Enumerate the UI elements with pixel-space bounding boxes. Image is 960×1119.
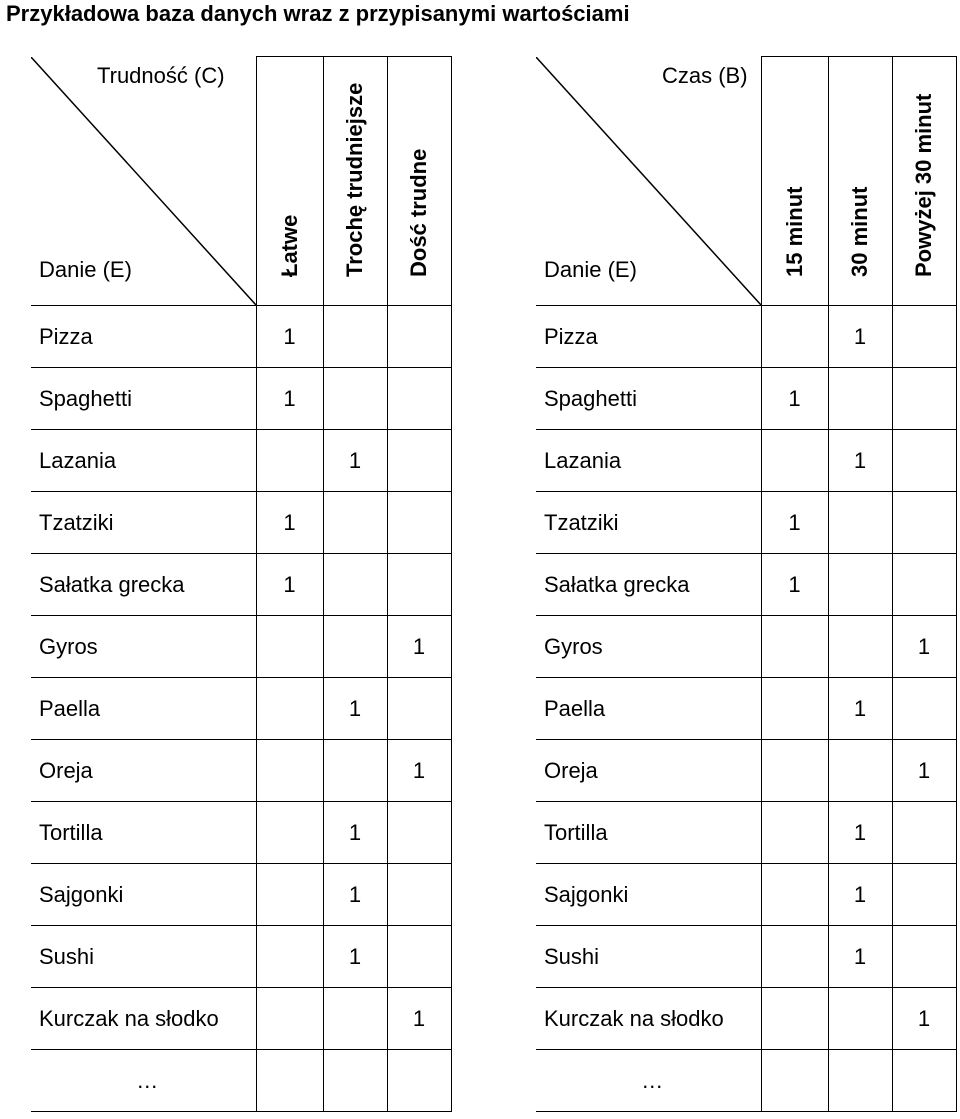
value-cell: 1 (387, 740, 451, 802)
dish-name: Tortilla (31, 802, 256, 864)
empty-cell (761, 1050, 828, 1112)
value-cell: 1 (828, 306, 892, 368)
value-cell: 1 (828, 430, 892, 492)
value-cell: 1 (828, 926, 892, 988)
empty-cell (828, 1050, 892, 1112)
dish-name: Tortilla (536, 802, 761, 864)
column-header: Łatwe (276, 214, 302, 277)
value-cell: 1 (828, 678, 892, 740)
value-cell (892, 368, 956, 430)
table-row (536, 306, 956, 368)
time-table (536, 56, 957, 1112)
value-cell: 1 (828, 802, 892, 864)
table-row (31, 430, 451, 492)
value-cell (892, 678, 956, 740)
value-cell (387, 368, 451, 430)
value-cell (828, 368, 892, 430)
table-row (31, 368, 451, 430)
value-cell (387, 554, 451, 616)
dish-name: Sajgonki (536, 864, 761, 926)
table-row (31, 864, 451, 926)
dish-name: Sałatka grecka (31, 554, 256, 616)
diagonal-header-cell (31, 57, 256, 305)
value-cell (387, 802, 451, 864)
table-row (536, 616, 956, 678)
value-cell: 1 (323, 802, 387, 864)
value-cell (761, 430, 828, 492)
dish-name: Gyros (31, 616, 256, 678)
value-cell (387, 864, 451, 926)
table-row (536, 926, 956, 988)
value-cell (761, 988, 828, 1050)
diagonal-header-cell (536, 57, 761, 305)
value-cell (761, 864, 828, 926)
value-cell: 1 (387, 616, 451, 678)
empty-cell (387, 1050, 451, 1112)
column-header: 15 minut (781, 186, 807, 277)
value-cell (387, 430, 451, 492)
value-cell: 1 (256, 492, 323, 554)
table-row (31, 554, 451, 616)
value-cell (828, 988, 892, 1050)
table-row (536, 678, 956, 740)
value-cell (828, 616, 892, 678)
table-row (536, 740, 956, 802)
value-cell (256, 740, 323, 802)
value-cell: 1 (323, 926, 387, 988)
table-body (536, 306, 956, 1112)
value-cell (892, 430, 956, 492)
ellipsis-cell: … (536, 1050, 761, 1112)
dish-name: Sałatka grecka (536, 554, 761, 616)
dish-name: Gyros (536, 616, 761, 678)
value-cell (387, 678, 451, 740)
value-cell: 1 (387, 988, 451, 1050)
dish-name: Oreja (536, 740, 761, 802)
column-header: Powyżej 30 minut (911, 93, 936, 277)
dish-name: Spaghetti (536, 368, 761, 430)
value-cell: 1 (323, 430, 387, 492)
empty-cell (323, 1050, 387, 1112)
table-row (31, 492, 451, 554)
value-cell (892, 554, 956, 616)
value-cell (323, 554, 387, 616)
value-cell (892, 802, 956, 864)
value-cell (828, 554, 892, 616)
table-row (31, 1050, 451, 1112)
value-cell (256, 988, 323, 1050)
difficulty-table (31, 56, 452, 1112)
dish-name: Kurczak na słodko (536, 988, 761, 1050)
dish-name: Pizza (31, 306, 256, 368)
value-cell (892, 864, 956, 926)
dish-name: Sajgonki (31, 864, 256, 926)
page-title: Przykładowa baza danych wraz z przypisanymi wartościami (6, 1, 630, 26)
value-cell (256, 926, 323, 988)
dish-name: Pizza (536, 306, 761, 368)
dish-name: Lazania (536, 430, 761, 492)
value-cell (761, 802, 828, 864)
value-cell: 1 (892, 740, 956, 802)
ellipsis-cell: … (31, 1050, 256, 1112)
value-cell (828, 740, 892, 802)
table-row (31, 306, 451, 368)
value-cell (828, 492, 892, 554)
dish-name: Tzatziki (536, 492, 761, 554)
value-cell (256, 616, 323, 678)
value-cell (892, 492, 956, 554)
dish-name: Sushi (31, 926, 256, 988)
table-row (536, 864, 956, 926)
column-header: 30 minut (847, 186, 872, 277)
table-row (536, 368, 956, 430)
value-cell (761, 740, 828, 802)
value-cell: 1 (256, 554, 323, 616)
column-header: Dość trudne (406, 148, 431, 277)
value-cell: 1 (761, 554, 828, 616)
table-row (536, 430, 956, 492)
value-cell (323, 988, 387, 1050)
value-cell (256, 864, 323, 926)
empty-cell (892, 1050, 956, 1112)
dish-name: Oreja (31, 740, 256, 802)
table-row (536, 554, 956, 616)
value-cell (892, 306, 956, 368)
table-row (31, 616, 451, 678)
dish-name: Paella (536, 678, 761, 740)
row-group-header: Danie (E) (39, 256, 132, 282)
value-cell: 1 (761, 368, 828, 430)
table-row (31, 678, 451, 740)
value-cell: 1 (323, 864, 387, 926)
value-cell (323, 740, 387, 802)
value-cell (761, 678, 828, 740)
dish-name: Lazania (31, 430, 256, 492)
column-group-header: Trudność (C) (97, 62, 225, 88)
value-cell: 1 (828, 864, 892, 926)
value-cell (761, 616, 828, 678)
table-row (536, 1050, 956, 1112)
table-row (536, 988, 956, 1050)
table-row (536, 492, 956, 554)
value-cell (323, 306, 387, 368)
value-cell (256, 802, 323, 864)
value-cell (256, 430, 323, 492)
value-cell (761, 926, 828, 988)
dish-name: Kurczak na słodko (31, 988, 256, 1050)
row-group-header: Danie (E) (544, 256, 637, 282)
value-cell (323, 616, 387, 678)
value-cell: 1 (256, 306, 323, 368)
table-row (31, 988, 451, 1050)
value-cell: 1 (892, 988, 956, 1050)
column-header: Trochę trudniejsze (342, 82, 367, 277)
dish-name: Tzatziki (31, 492, 256, 554)
dish-name: Paella (31, 678, 256, 740)
value-cell (387, 306, 451, 368)
empty-cell (256, 1050, 323, 1112)
table-row (536, 802, 956, 864)
value-cell: 1 (761, 492, 828, 554)
column-group-header: Czas (B) (662, 62, 748, 88)
value-cell: 1 (323, 678, 387, 740)
value-cell (323, 492, 387, 554)
value-cell (761, 306, 828, 368)
table-body (31, 306, 451, 1112)
table-row (31, 926, 451, 988)
value-cell (387, 492, 451, 554)
dish-name: Spaghetti (31, 368, 256, 430)
value-cell: 1 (892, 616, 956, 678)
value-cell (892, 926, 956, 988)
value-cell (387, 926, 451, 988)
value-cell (256, 678, 323, 740)
dish-name: Sushi (536, 926, 761, 988)
table-row (31, 802, 451, 864)
table-row (31, 740, 451, 802)
value-cell (323, 368, 387, 430)
value-cell: 1 (256, 368, 323, 430)
